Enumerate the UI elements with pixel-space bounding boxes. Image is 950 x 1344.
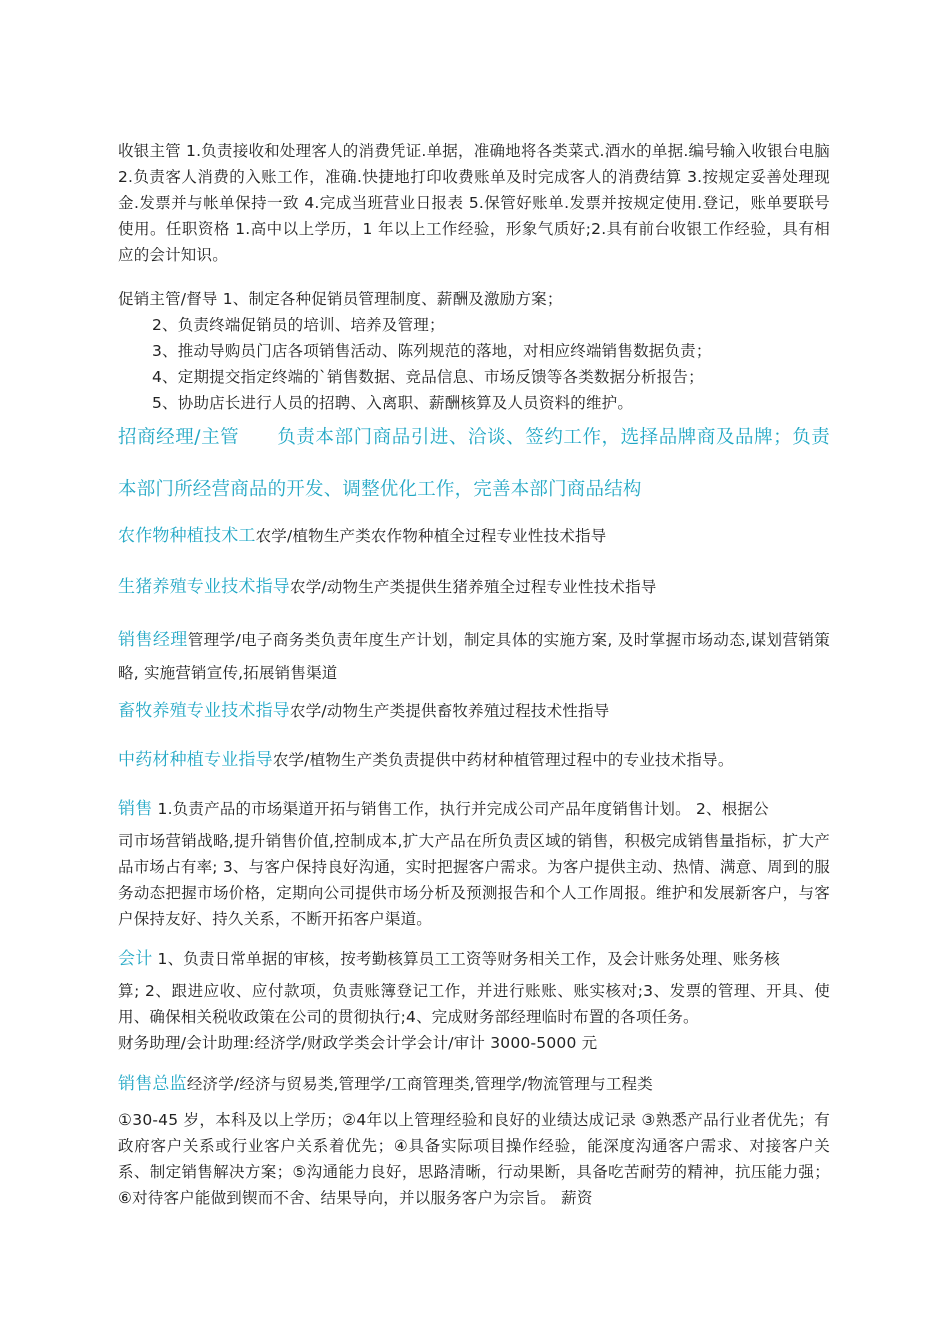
accounting-line1: 1、负责日常单据的审核，按考勤核算员工工资等财务相关工作，及会计账务处理、账务核	[152, 950, 780, 968]
livestock-desc: 农学/动物生产类提供畜牧养殖过程技术性指导	[290, 702, 610, 720]
crop-technician-line	[118, 523, 830, 549]
sales-director-desc: 经济学/经济与贸易类,管理学/工商管理类,管理学/物流管理与工程类	[186, 1075, 653, 1093]
sales-line1: 1.负责产品的市场渠道开拓与销售工作，执行并完成公司产品年度销售计划。 2、根据公	[152, 800, 769, 818]
cashier-supervisor-paragraph: 收银主管 1.负责接收和处理客人的消费凭证.单据，准确地将各类菜式.酒水的单据.编号输入收银台电脑 2.负责客人消费的入账工作，准确.快捷地打印收费账单及时完成客人的消费结算 3.按规定妥善处理现金.发票并与帐单保持一致 4.完成当班营业日报表 5.保管好账单.发票并按规定使用.登记，账单要联号使用。任职资格 1.高中以上学历，1 年以上工作经验，形象气质好;2.具有前台收银工作经验，具有相应的会计知识。	[118, 142, 830, 264]
livestock-line	[118, 698, 830, 724]
accounting-rest: 算; 2、跟进应收、应付款项，负责账簿登记工作，并进行账账、账实核对;3、发票的管理、开具、使用、确保相关税收政策在公司的贯彻执行;4、完成财务部经理临时布置的各项任务。	[118, 982, 830, 1026]
promotion-supervisor-title: 促销主管/督导 1、制定各种促销员管理制度、薪酬及激励方案；	[118, 290, 563, 308]
sales-first-line	[118, 796, 830, 822]
sales-director-title: 销售总监	[118, 1074, 187, 1094]
sales-director-line	[118, 1071, 830, 1097]
sales-title: 销售	[118, 799, 153, 819]
accounting-first-line	[118, 946, 830, 972]
sales-manager-paragraph	[118, 624, 830, 690]
merchant-manager-paragraph: 招商经理/主管 负责本部门商品引进、洽谈、签约工作，选择品牌商及品牌；负责本部门所经营商品的开发、调整优化工作，完善本部门商品结构	[118, 427, 830, 500]
promotion-item: 2、负责终端促销员的培训、培养及管理；	[152, 316, 445, 334]
accounting-paragraph	[118, 946, 830, 1056]
sales-paragraph	[118, 796, 830, 932]
accounting-title: 会计	[118, 949, 153, 969]
accounting-assistant-line: 财务助理/会计助理:经济学/财政学类会计学会计/审计 3000-5000 元	[118, 1034, 598, 1052]
herb-planting-desc: 农学/植物生产类负责提供中药材种植管理过程中的专业技术指导。	[272, 751, 734, 769]
livestock-title: 畜牧养殖专业技术指导	[118, 701, 290, 721]
sales-manager-desc: 管理学/电子商务类负责年度生产计划，制定具体的实施方案, 及时掌握市场动态,谋划营销策略, 实施营销宣传,拓展销售渠道	[118, 631, 830, 682]
sales-manager-title: 销售经理	[118, 630, 188, 650]
promotion-item: 3、推动导购员门店各项销售活动、陈列规范的落地，对相应终端销售数据负责；	[152, 342, 712, 360]
crop-technician-title: 农作物种植技术工	[118, 526, 256, 546]
herb-planting-line	[118, 747, 830, 773]
crop-technician-desc: 农学/植物生产类农作物种植全过程专业性技术指导	[255, 527, 607, 545]
pig-farming-title: 生猪养殖专业技术指导	[118, 577, 290, 597]
promotion-supervisor-section	[118, 286, 830, 416]
promotion-item: 4、定期提交指定终端的`销售数据、竞品信息、市场反馈等各类数据分析报告；	[152, 368, 704, 386]
pig-farming-line	[118, 574, 830, 600]
sales-director-requirements: ①30-45 岁，本科及以上学历；②4年以上管理经验和良好的业绩达成记录 ③熟悉产品行业者优先；有政府客户关系或行业客户关系着优先；④具备实际项目操作经验，能深度沟通客户需求、对接客户关系、制定销售解决方案；⑤沟通能力良好，思路清晰，行动果断，具备吃苦耐劳的精神，抗压能力强；⑥对待客户能做到锲而不舍、结果导向，并以服务客户为宗旨。 薪资	[118, 1111, 830, 1207]
promotion-item: 5、协助店长进行人员的招聘、入离职、薪酬核算及人员资料的维护。	[152, 394, 634, 412]
pig-farming-desc: 农学/动物生产类提供生猪养殖全过程专业性技术指导	[290, 578, 657, 596]
sales-rest: 司市场营销战略,提升销售价值,控制成本,扩大产品在所负责区域的销售，积极完成销售量指标，扩大产品市场占有率; 3、与客户保持良好沟通，实时把握客户需求。为客户提供主动、热情、满意、周到的服务动态把握市场价格，定期向公司提供市场分析及预测报告和个人工作周报。维护和发展新客户，与客户保持友好、持久关系，不断开拓客户渠道。	[118, 832, 830, 928]
herb-planting-title: 中药材种植专业指导	[118, 750, 273, 770]
